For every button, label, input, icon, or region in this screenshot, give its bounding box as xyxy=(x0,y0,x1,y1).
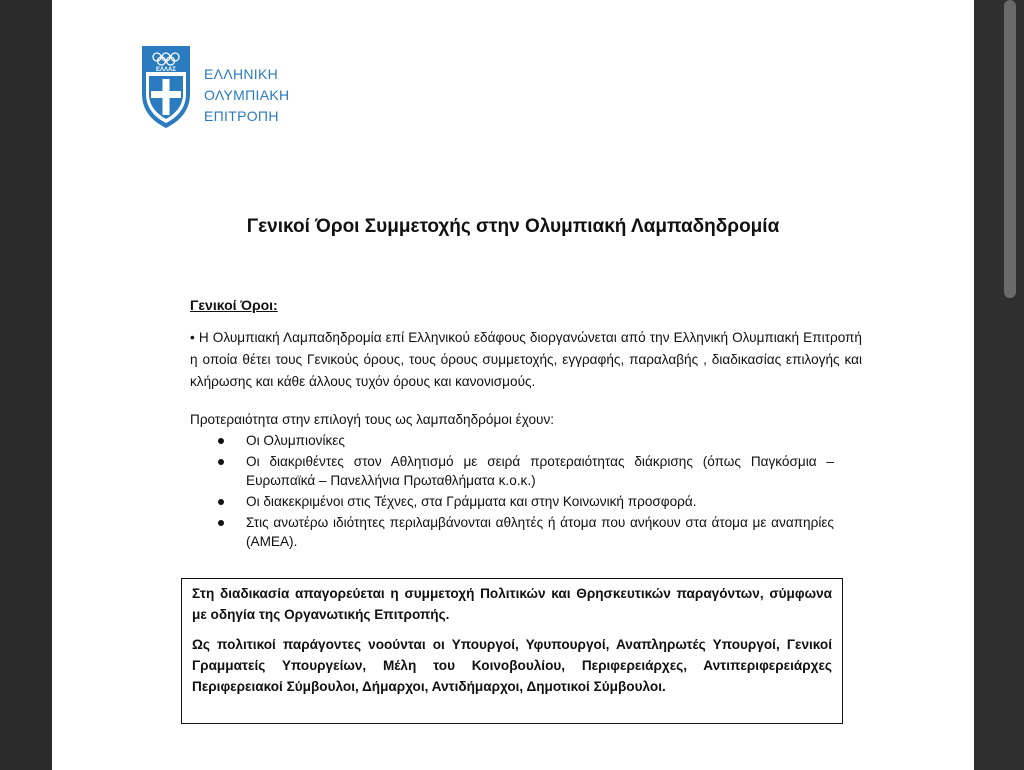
document-page xyxy=(52,0,974,770)
list-item xyxy=(214,431,834,450)
list-item xyxy=(214,492,834,511)
list-item-text: Οι Ολυμπιονίκες xyxy=(246,433,345,448)
bullet-icon xyxy=(218,438,224,444)
organization-name xyxy=(204,64,289,127)
list-item-text: Οι διακεκριμένοι στις Τέχνες, στα Γράμματα και στην Κοινωνική προσφορά. xyxy=(246,494,697,509)
logo-label: ΕΛΛΑΣ xyxy=(156,67,176,73)
bullet-icon xyxy=(218,499,224,505)
list-item xyxy=(214,452,834,490)
list-item-text: Στις ανωτέρω ιδιότητες περιλαμβάνονται αθλητές ή άτομα που ανήκουν στα άτομα με αναπηρίες (ΑΜΕΑ). xyxy=(246,515,834,549)
bullet-icon xyxy=(218,520,224,526)
list-item xyxy=(214,513,834,551)
priority-list xyxy=(214,431,834,553)
scrollbar-thumb[interactable] xyxy=(1004,0,1016,298)
organization-name-line: ΟΛΥΜΠΙΑΚΗ xyxy=(204,87,290,103)
notice-paragraph: Στη διαδικασία απαγορεύεται η συμμετοχή Πολιτικών και Θρησκευτικών παραγόντων, σύμφωνα με οδηγία της Οργανωτικής Επιτροπής. xyxy=(192,586,832,622)
priority-intro: Προτεραιότητα στην επιλογή τους ως λαμπαδηδρόμοι έχουν: xyxy=(190,412,555,427)
notice-box xyxy=(181,578,843,724)
intro-paragraph: • Η Ολυμπιακή Λαμπαδηδρομία επί Ελληνικού εδάφους διοργανώνεται από την Ελληνική Ολυμπιακή Επιτροπή η οποία θέτει τους Γενικούς όρους, τους όρους συμμετοχής, εγγραφής, παραλαβής , διαδικασίας επιλογής και κλήρωσης και κάθε άλλους τυχόν όρους και κανονισμούς. xyxy=(190,330,862,389)
organization-name-line: ΕΛΛΗΝΙΚΗ xyxy=(204,66,278,82)
section-heading: Γενικοί Όροι: xyxy=(190,297,278,313)
list-item-text: Οι διακριθέντες στον Αθλητισμό με σειρά προτεραιότητας διάκρισης (όπως Παγκόσμια – Ευρωπαϊκά – Πανελλήνια Πρωταθλήματα κ.ο.κ.) xyxy=(246,454,834,488)
organization-name-line: ΕΠΙΤΡΟΠΗ xyxy=(204,108,279,124)
document-title: Γενικοί Όροι Συμμετοχής στην Ολυμπιακή Λαμπαδηδρομία xyxy=(246,216,780,237)
hellenic-olympic-committee-logo xyxy=(140,44,192,130)
bullet-icon xyxy=(218,459,224,465)
scrollbar-track[interactable] xyxy=(974,0,1024,770)
notice-paragraph: Ως πολιτικοί παράγοντες νοούνται οι Υπουργοί, Υφυπουργοί, Αναπληρωτές Υπουργοί, Γενικοί Γραμματείς Υπουργείων, Μέλη του Κοινοβουλίου, Περιφερειάρχες, Αντιπεριφερειάρχες Περιφερειακοί Σύμβουλοι, Δήμαρχοι, Αντιδήμαρχοι, Δημοτικοί Σύμβουλοι. xyxy=(192,637,832,694)
